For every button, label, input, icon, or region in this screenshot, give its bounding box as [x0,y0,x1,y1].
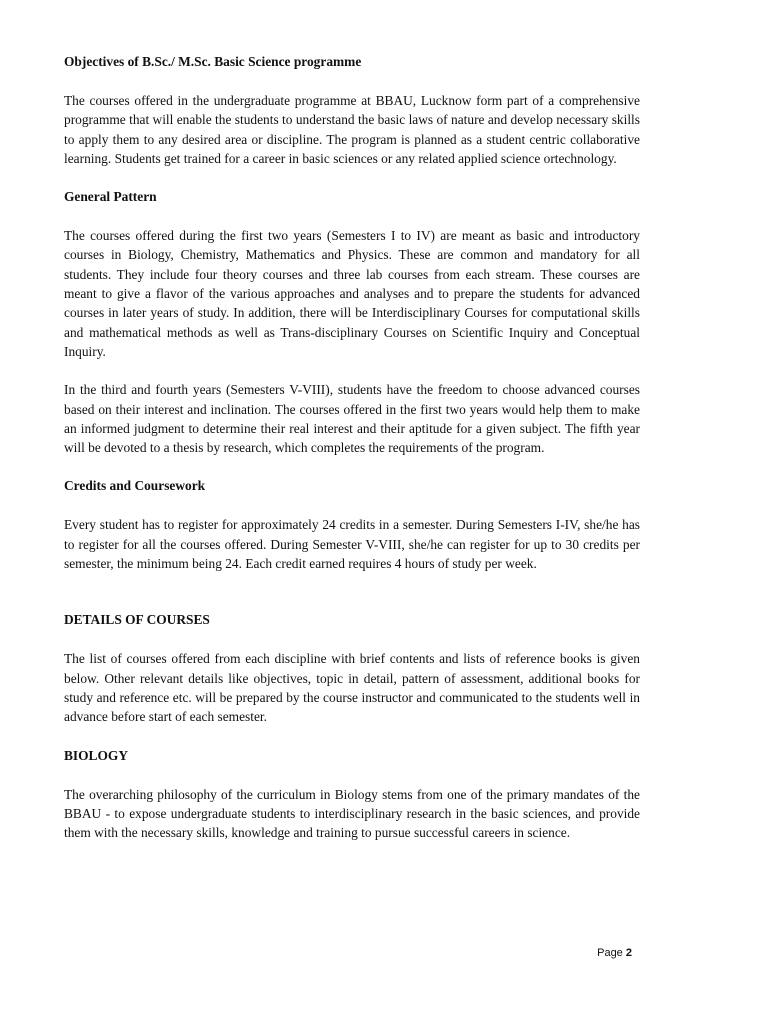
details-heading: DETAILS OF COURSES [64,612,210,628]
page-label: Page [597,947,623,959]
general-pattern-heading: General Pattern [64,189,157,205]
objectives-heading: Objectives of B.Sc./ M.Sc. Basic Science programme [64,54,362,69]
general-pattern-paragraph-2: In the third and fourth years (Semesters V-VIII), students have the freedom to choose advanced courses based on their interest and inclination. The courses offered in the first two years would help them to make an informed judgment to determine their real interest and their aptitude for a given subject. The fifth year will be devoted to a thesis by research, which completes the requirements of the program. [64,382,640,456]
page-number-footer [597,947,632,959]
general-pattern-paragraph-1: The courses offered during the first two years (Semesters I to IV) are meant as basic and introductory courses in Biology, Chemistry, Mathematics and Physics. These are common and mandatory for all students. They include four theory courses and three lab courses from each stream. These courses are meant to give a flavor of the various approaches and analyses and to prepare the students for advanced courses in later years of study. In addition, there will be Interdisciplinary Courses for computational skills and mathematical methods as well as Trans-disciplinary Courses on Scientific Inquiry and Conceptual Inquiry. [64,228,640,359]
objectives-paragraph: The courses offered in the undergraduate programme at BBAU, Lucknow form part of a comprehensive programme that will enable the students to understand the basic laws of nature and develop necessary skills to apply them to any desired area or discipline. The program is planned as a student centric collaborative learning. Students get trained for a career in basic sciences or any related applied science ortechnology. [64,93,640,166]
page-number: 2 [625,947,632,959]
credits-heading: Credits and Coursework [64,478,206,494]
biology-heading: BIOLOGY [64,747,128,763]
document-page [64,52,640,842]
details-paragraph: The list of courses offered from each discipline with brief contents and lists of reference books is given below. Other relevant details like objectives, topic in detail, pattern of assessment, additional books for study and reference etc. will be prepared by the course instructor and communicated to the students well in advance before start of each semester. [64,651,640,725]
biology-paragraph: The overarching philosophy of the curriculum in Biology stems from one of the primary mandates of the BBAU - to expose undergraduate students to interdisciplinary research in the basic sciences, and provide them with the necessary skills, knowledge and training to pursue successful careers in science. [64,786,640,841]
credits-paragraph: Every student has to register for approximately 24 credits in a semester. During Semesters I-IV, she/he has to register for all the courses offered. During Semester V-VIII, she/he can register for up to 30 credits per semester, the minimum being 24. Each credit earned requires 4 hours of study per week. [64,517,640,572]
